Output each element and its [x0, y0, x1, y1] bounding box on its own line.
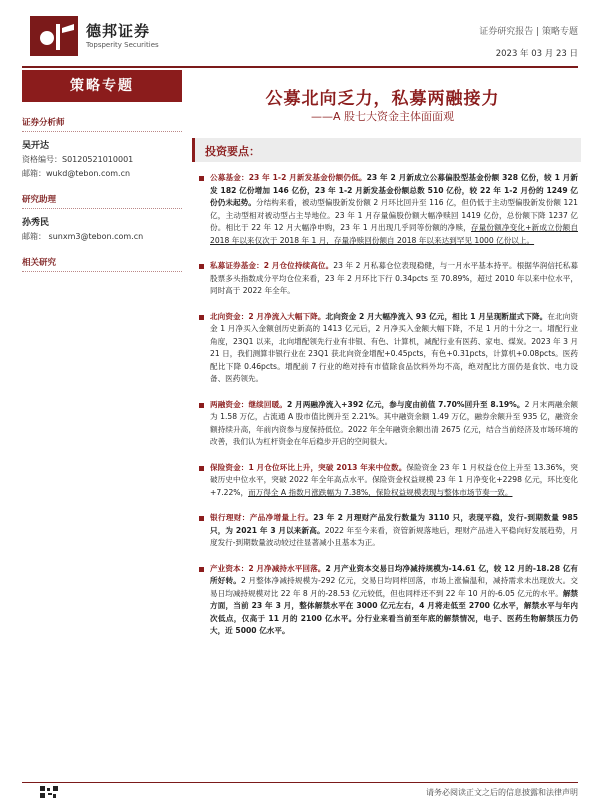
bullet-private-funds	[198, 260, 578, 298]
bullet-bank-wealth	[198, 512, 578, 550]
analyst-name: 吴开达	[22, 141, 50, 151]
bullet-body: 分结构来看，被动型偏股新发份额 2 月环比回升至 116 亿，但仍低于主动型偏股新发份额 121 亿，主动型相对被动型占主导地位。23 年 1 月存量偏股份额大幅净赎回 1419 亿份，总份额下降 1237 亿份。相比于 22 年 12 月大幅净申购，23 年 1 月出现几乎同等份额的净赎，	[210, 198, 578, 232]
bullet-insurance	[198, 462, 578, 500]
bullet-lead: 保险资金：1 月仓位环比上升，突破 2013 年来中位数。	[210, 462, 407, 472]
bullet-lead: 北向资金：2 月净流入大幅下降。	[210, 311, 326, 321]
related-heading: 相关研究	[22, 256, 182, 272]
related-section	[22, 256, 182, 272]
sidebar	[22, 70, 182, 278]
summary-header	[192, 138, 581, 162]
bullet-body: 2 月整体净减持规模为-292 亿元，交易日均同样回落，市场上涨偏温和，减持需求未出现放大。交易日均减持规模对比 22 年 8 月的-28.53 亿元较低，但也同样还不到 22 年 10 月的-6.05 亿元的水平。	[210, 576, 579, 598]
bullet-underline: 存量份额净变化+新成立份额自 2018 年以来仅次于 2018 年 1 月，存量净赎回份额自 2018 年以来达到罕见 1000 亿份以上。	[210, 223, 578, 245]
bullet-highlight: 23 年 2 月新成立公募偏股型基金份额 328 亿份，较 1 月新发 182 亿份增加 146 亿份，23 年 1-2 月新发基金份额总数 510 亿份，较 22 年 1-2 月份的 1249 亿份仍未起势。	[210, 173, 578, 207]
bullet-lead: 产业资本：2 月净减持水平回落。	[210, 563, 326, 573]
report-title: 公募北向乏力，私募两融接力	[265, 89, 500, 109]
bullet-body: 2022 年至今来看，资管新规落地后，理财产品进入平稳向好发展趋势，月度发行-到期数量波动较过往显著减小且基本为正。	[210, 525, 578, 547]
bullet-highlight: 2 月两融净流入+392 亿元，参与度由前值 7.70%回升至 8.19%。	[286, 399, 525, 409]
bullet-highlight: 北向资金 2 月大幅净流入 93 亿元，相比 1 月呈现断崖式下降。	[325, 311, 548, 321]
assistant-name: 孙秀民	[22, 218, 50, 228]
assistant-section	[22, 193, 182, 242]
bullet-margin-financing	[198, 399, 578, 449]
footer-divider	[22, 782, 578, 783]
bullet-underline: 而万得全 A 指数月涨跌幅为 7.38%，保险权益规模表现与整体市场节奏一致。	[248, 487, 513, 497]
analyst-heading: 证券分析师	[22, 116, 182, 132]
bullet-lead: 私募证券基金：2 月仓位持续高位。	[210, 261, 334, 270]
analyst-section	[22, 116, 182, 179]
bullet-public-funds	[198, 172, 578, 247]
bullet-lead: 银行理财：产品净增量上行。	[210, 513, 314, 522]
document-type: 证券研究报告 | 策略专题	[479, 27, 578, 37]
report-subtitle: ——A 股七大资金主体面面观	[310, 110, 455, 123]
company-logo	[30, 16, 78, 56]
bullet-tail: 解禁方面，当前 23 年 3 月，整体解禁水平在 3000 亿元左右，4 月将走低至 2700 亿水平，解禁水平与年内次低点，仅高于 11 月的 2100 亿水平。分行业来看当前至年底的解禁情况，电子、医药生物解禁压力仍大，近 5000 亿水平。	[210, 588, 579, 635]
document-date: 2023 年 03 月 23 日	[495, 49, 578, 59]
analyst-certificate: 资格编号：S0120521010001	[22, 155, 134, 164]
bullet-lead: 两融资金：继续回暖。	[210, 399, 287, 409]
bullet-body: 23 年 2 月私募仓位表现稳健，与一月水平基本持平。根据华润信托私募股票多头指数成分平均仓位来看，23 年 2 月环比下行 0.34pcts 至 70.89%，超过 2010 年以来中位水平，同时高于 2022 年全年。	[210, 261, 578, 295]
assistant-heading: 研究助理	[22, 193, 182, 209]
brand-name-cn: 德邦证券	[86, 22, 151, 40]
category-banner: 策略专题	[22, 70, 182, 102]
analyst-email[interactable]: 邮箱：wukd@tebon.com.cn	[22, 169, 131, 178]
legal-disclaimer: 请务必阅读正文之后的信息披露和法律声明	[426, 788, 578, 797]
assistant-email[interactable]: 邮箱： sunxm3@tebon.com.cn	[22, 232, 144, 241]
summary-label: 投资要点：	[205, 145, 260, 158]
bullet-industrial-capital	[198, 563, 578, 638]
key-points	[198, 172, 578, 651]
bullet-highlight: 2 月产业资本交易日均净减持规模为-14.61 亿，较 12 月的-18.28 亿有所好转。	[210, 563, 578, 585]
bullet-body: 在北向资金 1 月净买入金额创历史新高的 1413 亿元后，2 月净买入金额大幅下降，不足 1 月的十分之一。增配行业角度，23Q1 以来，北向增配领先行业有非银、有色、计算机，减配行业有医药、家电、煤炭。2023 年 3 月 21 日，我们测算非银行业在 23Q1 获北向资金增配+0.45pcts，有色+0.31pcts，计算机+0.08pcts。医药配比下降 0.46pcts。增配前 7 行业的绝对持有市值除食品饮料外均不高，绝对配比方面仍是食饮、电力设备、医药领先。	[210, 311, 578, 383]
qr-code-icon	[40, 786, 58, 798]
header-divider	[22, 66, 578, 68]
brand-name-en: Topsperity Securities	[86, 41, 159, 49]
bullet-lead: 公募基金：23 年 1-2 月新发基金份额仍低。	[210, 173, 367, 182]
bullet-body: 2 月末两融余额为 1.58 万亿，占流通 A 股市值比例升至 2.21%。其中融资余额 1.49 万亿，融券余额升至 935 亿，融资余额持续升高，年前内资参与度保持低位。2022 年全年融资余额出清 2675 亿元，结合当前经济及市场环境的改善，我们认为杠杆资金在年后稳步开启的空间很大。	[210, 399, 579, 446]
bullet-highlight: 23 年 2 月理财产品发行数量为 3110 只，表现平稳，发行-到期数量 985 只，为 2021 年 3 月以来新高。	[210, 513, 578, 535]
bullet-body: 保险资金 23 年 1 月权益仓位上升至 13.36%，突破历史中位水平，突破 2022 年全年高点水平。保险资金权益规模 23 年 1 月净变化+2298 亿元，环比变化+7.22%，	[210, 462, 578, 497]
bullet-northbound	[198, 311, 578, 386]
